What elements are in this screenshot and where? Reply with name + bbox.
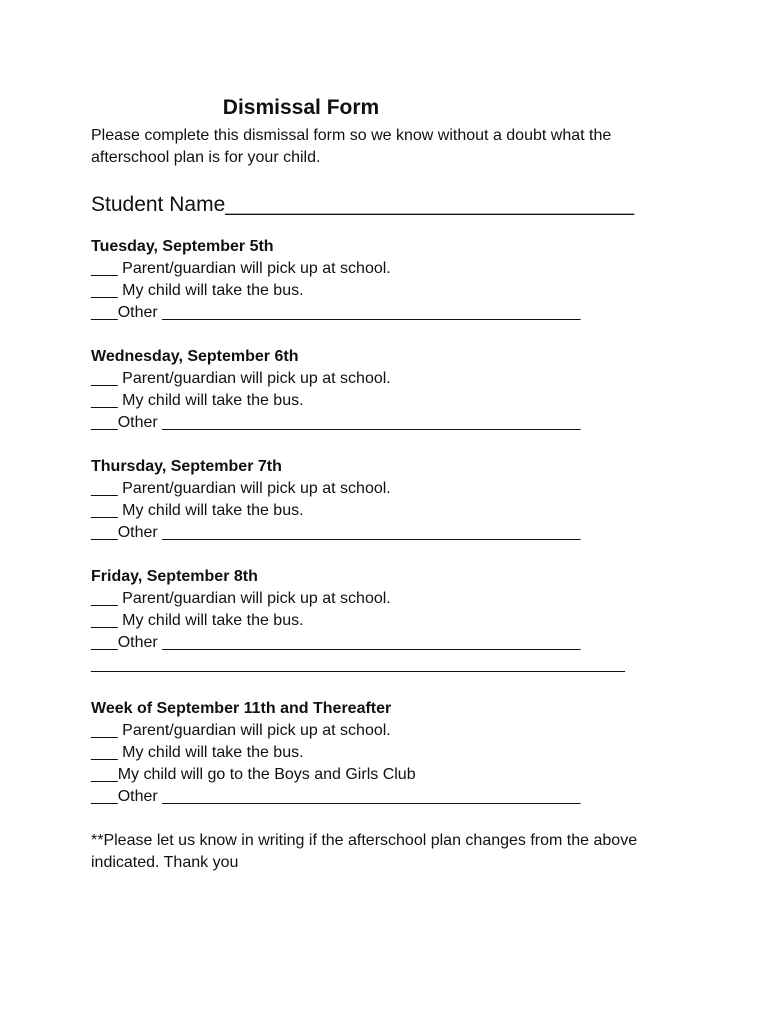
dismissal-form-page <box>91 94 691 874</box>
option-bus[interactable]: ___ My child will take the bus. <box>91 392 304 409</box>
option-bus[interactable]: ___ My child will take the bus. <box>91 502 304 519</box>
option-bus[interactable]: ___ My child will take the bus. <box>91 282 304 299</box>
form-title: Dismissal Form <box>222 96 380 119</box>
option-bus[interactable]: ___ My child will take the bus. <box>91 744 304 761</box>
option-other[interactable]: ___Other _______________________________________________ <box>91 304 581 321</box>
section-heading: Wednesday, September 6th <box>91 348 299 365</box>
option-other[interactable]: ___Other _______________________________________________ <box>91 788 581 805</box>
form-intro: Please complete this dismissal form so we know without a doubt what the afterschool plan is for your child. <box>91 127 612 166</box>
option-boys-girls-club[interactable]: ___My child will go to the Boys and Girls Club <box>91 766 416 783</box>
section-friday <box>91 566 691 676</box>
section-heading: Tuesday, September 5th <box>91 238 274 255</box>
option-other[interactable]: ___Other _______________________________________________ <box>91 524 581 541</box>
option-parent-pickup[interactable]: ___ Parent/guardian will pick up at school. <box>91 480 391 497</box>
section-heading: Thursday, September 7th <box>91 458 282 475</box>
option-parent-pickup[interactable]: ___ Parent/guardian will pick up at school. <box>91 722 391 739</box>
option-other-continued[interactable]: ____________________________________________________________ <box>91 656 625 673</box>
section-thursday <box>91 456 691 544</box>
section-heading: Friday, September 8th <box>91 568 258 585</box>
section-wednesday <box>91 346 691 434</box>
option-bus[interactable]: ___ My child will take the bus. <box>91 612 304 629</box>
option-other[interactable]: ___Other _______________________________________________ <box>91 414 581 431</box>
student-name-field[interactable]: Student Name___________________________________ <box>91 193 635 216</box>
form-footer-note: **Please let us know in writing if the afterschool plan changes from the above indicated. Thank you <box>91 832 638 871</box>
section-heading: Week of September 11th and Thereafter <box>91 700 392 717</box>
option-other[interactable]: ___Other _______________________________________________ <box>91 634 581 651</box>
section-week-sep-11 <box>91 698 691 808</box>
option-parent-pickup[interactable]: ___ Parent/guardian will pick up at school. <box>91 370 391 387</box>
option-parent-pickup[interactable]: ___ Parent/guardian will pick up at school. <box>91 260 391 277</box>
section-tuesday <box>91 236 691 324</box>
option-parent-pickup[interactable]: ___ Parent/guardian will pick up at school. <box>91 590 391 607</box>
